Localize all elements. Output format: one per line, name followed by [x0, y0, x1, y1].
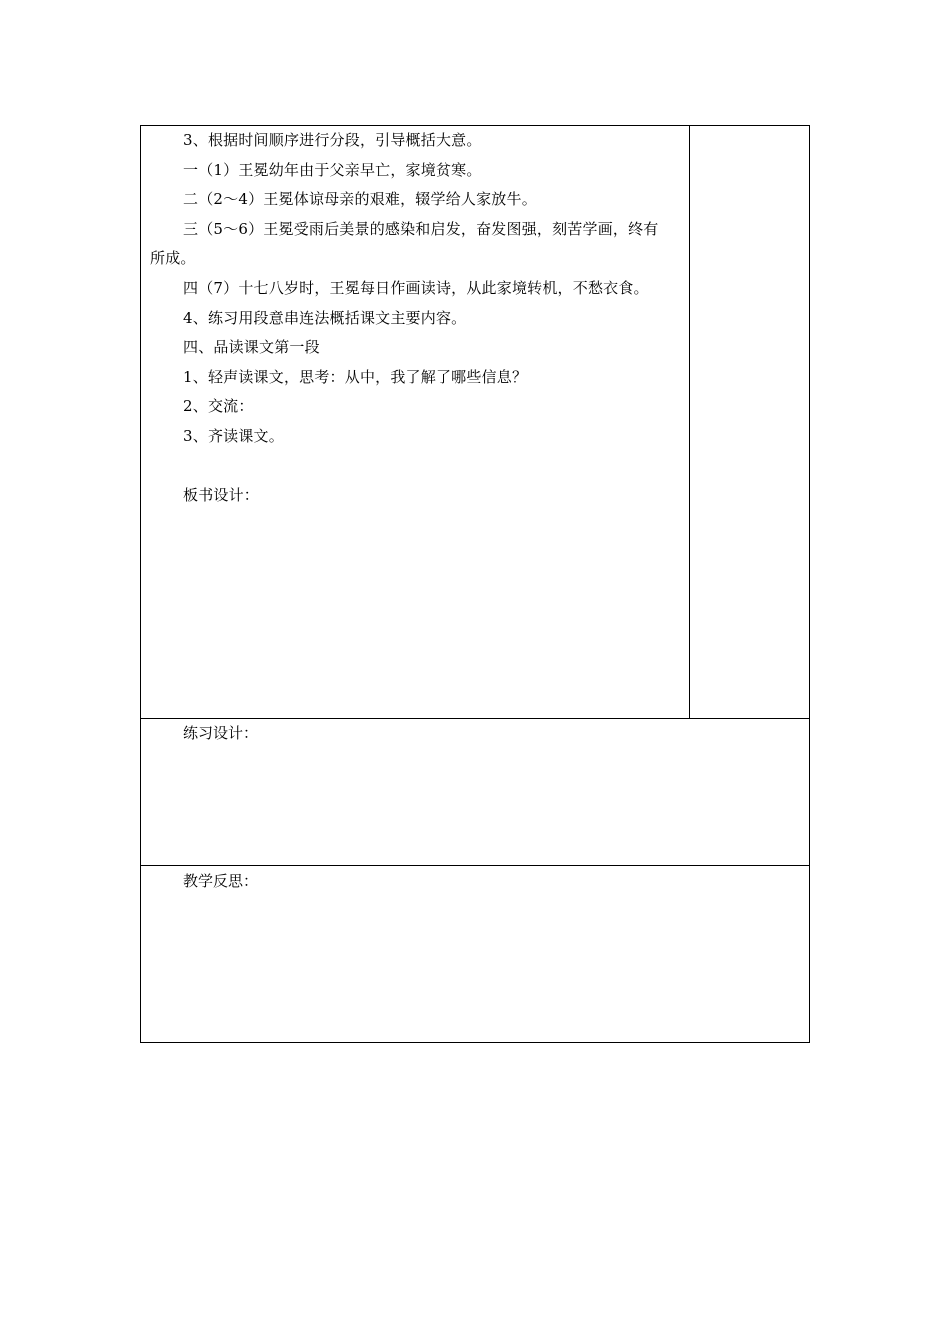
lesson-plan-table	[140, 125, 810, 1043]
practice-design-row	[141, 719, 809, 866]
paragraph-summary-1: 一（1）王冕幼年由于父亲早亡，家境贫寒。	[183, 160, 482, 179]
step-4-practice-summary: 4、练习用段意串连法概括课文主要内容。	[183, 308, 467, 327]
lesson-content-cell	[141, 126, 690, 718]
practice-design-heading: 练习设计：	[183, 724, 259, 742]
teaching-reflection-heading: 教学反思：	[183, 872, 259, 890]
paragraph-summary-2: 二（2～4）王冕体谅母亲的艰难，辍学给人家放牛。	[183, 190, 537, 209]
task-2-discuss: 2、交流：	[183, 397, 254, 416]
blackboard-design-heading: 板书设计：	[183, 486, 260, 505]
task-1-read-aloud: 1、轻声读课文，思考：从中，我了解了哪些信息？	[183, 367, 528, 386]
blank-line	[150, 452, 681, 482]
paragraph-summary-4: 四（7）十七八岁时，王冕每日作画读诗，从此家境转机，不愁衣食。	[183, 278, 649, 297]
lesson-content-row	[141, 126, 809, 719]
step-3-segmentation: 3、根据时间顺序进行分段，引导概括大意。	[183, 131, 482, 149]
teaching-reflection-row	[141, 867, 809, 1042]
paragraph-summary-3: 三（5～6）王冕受雨后美景的感染和启发，奋发图强，刻苦学画，终有	[183, 219, 659, 238]
task-3-read-together: 3、齐读课文。	[183, 426, 284, 445]
paragraph-summary-3-continued: 所成。	[150, 249, 196, 268]
notes-side-cell	[690, 126, 809, 718]
section-4-heading: 四、品读课文第一段	[183, 338, 320, 357]
